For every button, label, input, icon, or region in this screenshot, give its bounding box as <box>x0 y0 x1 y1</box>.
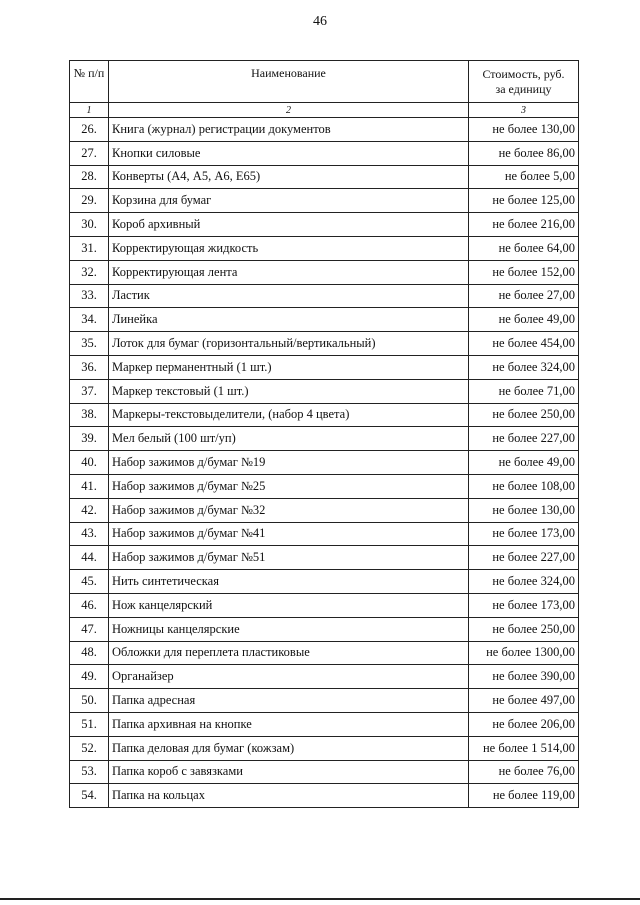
row-cost: не более 173,00 <box>469 522 579 546</box>
row-cost: не более 250,00 <box>469 403 579 427</box>
table-row <box>70 236 579 260</box>
header-cost <box>469 61 579 103</box>
header-number: № п/п <box>70 61 109 103</box>
row-cost: не более 390,00 <box>469 665 579 689</box>
row-number: 31. <box>70 236 109 260</box>
row-name: Корректирующая лента <box>109 260 469 284</box>
row-cost: не более 324,00 <box>469 355 579 379</box>
row-cost: не более 49,00 <box>469 308 579 332</box>
row-number: 53. <box>70 760 109 784</box>
header-cost-line1: Стоимость, руб. <box>482 67 565 81</box>
row-number: 32. <box>70 260 109 284</box>
row-cost: не более 76,00 <box>469 760 579 784</box>
row-cost: не более 324,00 <box>469 570 579 594</box>
row-number: 41. <box>70 474 109 498</box>
table-row <box>70 451 579 475</box>
table-row <box>70 712 579 736</box>
table-row <box>70 308 579 332</box>
price-table <box>69 60 579 808</box>
row-name: Маркер перманентный (1 шт.) <box>109 355 469 379</box>
table-header-row <box>70 61 579 103</box>
row-cost: не более 173,00 <box>469 593 579 617</box>
table-row <box>70 474 579 498</box>
row-number: 44. <box>70 546 109 570</box>
table-row <box>70 784 579 808</box>
row-name: Нож канцелярский <box>109 593 469 617</box>
row-cost: не более 119,00 <box>469 784 579 808</box>
table-body <box>70 118 579 808</box>
table-row <box>70 498 579 522</box>
row-number: 45. <box>70 570 109 594</box>
column-index-row <box>70 103 579 118</box>
row-name: Набор зажимов д/бумаг №41 <box>109 522 469 546</box>
row-cost: не более 1 514,00 <box>469 736 579 760</box>
column-index-3: 3 <box>469 103 579 118</box>
row-number: 47. <box>70 617 109 641</box>
row-cost: не более 206,00 <box>469 712 579 736</box>
row-number: 52. <box>70 736 109 760</box>
row-name: Папка адресная <box>109 689 469 713</box>
table-row <box>70 736 579 760</box>
row-name: Корзина для бумаг <box>109 189 469 213</box>
row-name: Книга (журнал) регистрации документов <box>109 118 469 142</box>
row-number: 33. <box>70 284 109 308</box>
row-cost: не более 152,00 <box>469 260 579 284</box>
row-name: Маркер текстовый (1 шт.) <box>109 379 469 403</box>
row-name: Папка короб с завязками <box>109 760 469 784</box>
row-number: 29. <box>70 189 109 213</box>
bottom-rule <box>0 898 640 900</box>
row-name: Мел белый (100 шт/уп) <box>109 427 469 451</box>
row-name: Набор зажимов д/бумаг №32 <box>109 498 469 522</box>
row-cost: не более 108,00 <box>469 474 579 498</box>
table-row <box>70 355 579 379</box>
table-row <box>70 760 579 784</box>
row-number: 46. <box>70 593 109 617</box>
row-name: Линейка <box>109 308 469 332</box>
table-row <box>70 665 579 689</box>
row-cost: не более 130,00 <box>469 118 579 142</box>
page-number: 46 <box>313 14 327 29</box>
table-row <box>70 213 579 237</box>
table-row <box>70 641 579 665</box>
row-number: 42. <box>70 498 109 522</box>
row-number: 36. <box>70 355 109 379</box>
table-row <box>70 141 579 165</box>
row-name: Ластик <box>109 284 469 308</box>
row-number: 34. <box>70 308 109 332</box>
table-row <box>70 570 579 594</box>
header-name: Наименование <box>109 61 469 103</box>
row-cost: не более 250,00 <box>469 617 579 641</box>
row-cost: не более 5,00 <box>469 165 579 189</box>
row-cost: не более 1300,00 <box>469 641 579 665</box>
row-number: 49. <box>70 665 109 689</box>
row-cost: не более 27,00 <box>469 284 579 308</box>
row-name: Короб архивный <box>109 213 469 237</box>
row-cost: не более 454,00 <box>469 332 579 356</box>
table-row <box>70 332 579 356</box>
row-number: 27. <box>70 141 109 165</box>
table-row <box>70 189 579 213</box>
row-cost: не более 71,00 <box>469 379 579 403</box>
row-cost: не более 216,00 <box>469 213 579 237</box>
table-row <box>70 546 579 570</box>
table-row <box>70 260 579 284</box>
row-number: 50. <box>70 689 109 713</box>
row-cost: не более 130,00 <box>469 498 579 522</box>
row-number: 28. <box>70 165 109 189</box>
column-index-1: 1 <box>70 103 109 118</box>
header-cost-line2: за единицу <box>495 82 552 96</box>
table-row <box>70 689 579 713</box>
table-row <box>70 403 579 427</box>
row-number: 54. <box>70 784 109 808</box>
row-cost: не более 86,00 <box>469 141 579 165</box>
row-number: 40. <box>70 451 109 475</box>
table-row <box>70 379 579 403</box>
table-row <box>70 522 579 546</box>
row-name: Маркеры-текстовыделители, (набор 4 цвета) <box>109 403 469 427</box>
row-cost: не более 49,00 <box>469 451 579 475</box>
row-name: Набор зажимов д/бумаг №25 <box>109 474 469 498</box>
table-row <box>70 118 579 142</box>
row-number: 26. <box>70 118 109 142</box>
row-name: Органайзер <box>109 665 469 689</box>
row-name: Лоток для бумаг (горизонтальный/вертикальный) <box>109 332 469 356</box>
row-number: 37. <box>70 379 109 403</box>
row-cost: не более 227,00 <box>469 427 579 451</box>
row-name: Ножницы канцелярские <box>109 617 469 641</box>
row-number: 48. <box>70 641 109 665</box>
row-number: 43. <box>70 522 109 546</box>
table-row <box>70 617 579 641</box>
row-name: Папка деловая для бумаг (кожзам) <box>109 736 469 760</box>
table-row <box>70 593 579 617</box>
row-name: Папка на кольцах <box>109 784 469 808</box>
row-number: 30. <box>70 213 109 237</box>
row-cost: не более 125,00 <box>469 189 579 213</box>
row-name: Кнопки силовые <box>109 141 469 165</box>
column-index-2: 2 <box>109 103 469 118</box>
row-number: 38. <box>70 403 109 427</box>
row-name: Набор зажимов д/бумаг №19 <box>109 451 469 475</box>
row-name: Корректирующая жидкость <box>109 236 469 260</box>
row-number: 51. <box>70 712 109 736</box>
row-name: Обложки для переплета пластиковые <box>109 641 469 665</box>
row-number: 35. <box>70 332 109 356</box>
table-row <box>70 165 579 189</box>
row-cost: не более 497,00 <box>469 689 579 713</box>
row-cost: не более 227,00 <box>469 546 579 570</box>
row-name: Нить синтетическая <box>109 570 469 594</box>
row-name: Папка архивная на кнопке <box>109 712 469 736</box>
table-row <box>70 284 579 308</box>
row-number: 39. <box>70 427 109 451</box>
row-cost: не более 64,00 <box>469 236 579 260</box>
row-name: Конверты (А4, А5, А6, Е65) <box>109 165 469 189</box>
table-row <box>70 427 579 451</box>
row-name: Набор зажимов д/бумаг №51 <box>109 546 469 570</box>
